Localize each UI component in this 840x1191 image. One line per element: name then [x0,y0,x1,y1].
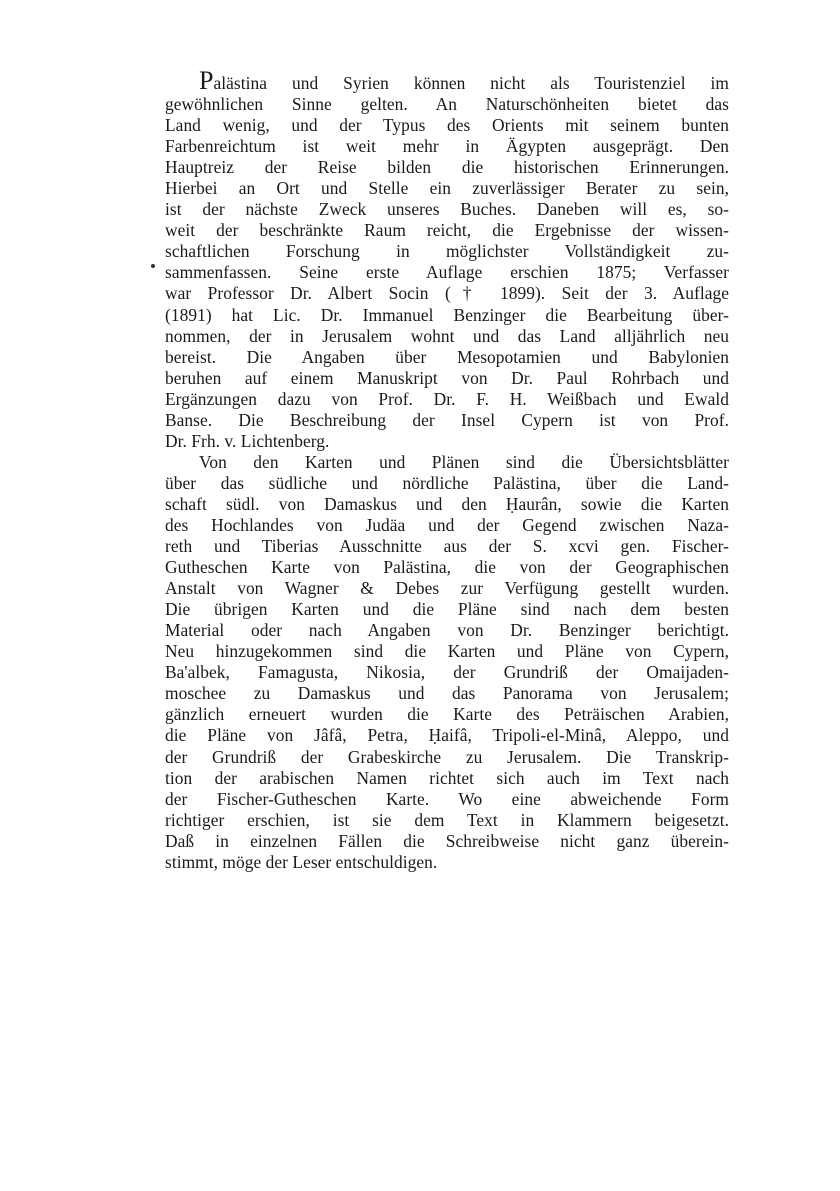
text-line: ist der nächste Zweck unseres Buches. Daneben will es, so- [165,199,729,220]
text-line: nommen, der in Jerusalem wohnt und das Land alljährlich neu [165,325,729,346]
text-line: Anstalt von Wagner & Debes zur Verfügung gestellt wurden. [165,578,729,599]
text-line: richtiger erschien, ist sie dem Text in Klammern beigesetzt. [165,809,729,830]
text-line: sammenfassen. Seine erste Auflage erschien 1875; Verfasser [165,262,729,283]
margin-dot [151,264,155,268]
text-line: Ergänzungen dazu von Prof. Dr. F. H. Weißbach und Ewald [165,388,729,409]
text-line: Palästina und Syrien können nicht als Touristenziel im [199,66,729,95]
text-line: die Pläne von Jâfâ, Petra, Ḥaifâ, Tripoli-el-Minâ, Aleppo, und [165,725,729,746]
text-line: war Professor Dr. Albert Socin († 1899). Seit der 3. Auflage [165,283,729,304]
text-line: Ba'albek, Famagusta, Nikosia, der Grundriß der Omaijaden- [165,662,729,683]
paragraph-intro [165,66,729,452]
text-line: (1891) hat Lic. Dr. Immanuel Benzinger die Bearbeitung über- [165,304,729,325]
text-line: Hierbei an Ort und Stelle ein zuverlässiger Berater zu sein, [165,178,729,199]
text-line: Die übrigen Karten und die Pläne sind nach dem besten [165,599,729,620]
text-line: Von den Karten und Plänen sind die Übersichtsblätter [199,451,729,472]
text-line: schaftlichen Forschung in möglichster Vollständigkeit zu- [165,241,729,262]
text-line: schaft südl. von Damaskus und den Ḥaurân, sowie die Karten [165,493,729,514]
text-line: weit der beschränkte Raum reicht, die Ergebnisse der wissen- [165,220,729,241]
text-line: der Grundriß der Grabeskirche zu Jerusalem. Die Transkrip- [165,746,729,767]
text-line: Farbenreichtum ist weit mehr in Ägypten ausgeprägt. Den [165,136,729,157]
text-line: Daß in einzelnen Fällen die Schreibweise nicht ganz überein- [165,830,729,851]
text-line: Land wenig, und der Typus des Orients mit seinem bunten [165,115,729,136]
text-line: Neu hinzugekommen sind die Karten und Pläne von Cypern, [165,641,729,662]
text-line: gewöhnlichen Sinne gelten. An Naturschönheiten bietet das [165,94,729,115]
text-line: Material oder nach Angaben von Dr. Benzinger berichtigt. [165,620,729,641]
text-line: bereist. Die Angaben über Mesopotamien und Babylonien [165,346,729,367]
text-line: Hauptreiz der Reise bilden die historischen Erinnerungen. [165,157,729,178]
dropcap: P [199,66,214,95]
text-line: reth und Tiberias Ausschnitte aus der S. xcvi gen. Fischer- [165,536,729,557]
text-line: gänzlich erneuert wurden die Karte des Peträischen Arabien, [165,704,729,725]
text-line: tion der arabischen Namen richtet sich auch im Text nach [165,767,729,788]
text-line: über das südliche und nördliche Palästina, über die Land- [165,472,729,493]
body-text [165,66,729,873]
text-line: des Hochlandes von Judäa und der Gegend zwischen Naza- [165,514,729,535]
text-line: Dr. Frh. v. Lichtenberg. [165,430,330,451]
text-line: Gutheschen Karte von Palästina, die von der Geographischen [165,557,729,578]
text-line: beruhen auf einem Manuskript von Dr. Paul Rohrbach und [165,367,729,388]
text-line: moschee zu Damaskus und das Panorama von Jerusalem; [165,683,729,704]
text-line: Banse. Die Beschreibung der Insel Cypern ist von Prof. [165,409,729,430]
text-line: stimmt, möge der Leser entschuldigen. [165,851,438,872]
paragraph-maps [165,452,729,873]
text-line: der Fischer-Gutheschen Karte. Wo eine abweichende Form [165,788,729,809]
